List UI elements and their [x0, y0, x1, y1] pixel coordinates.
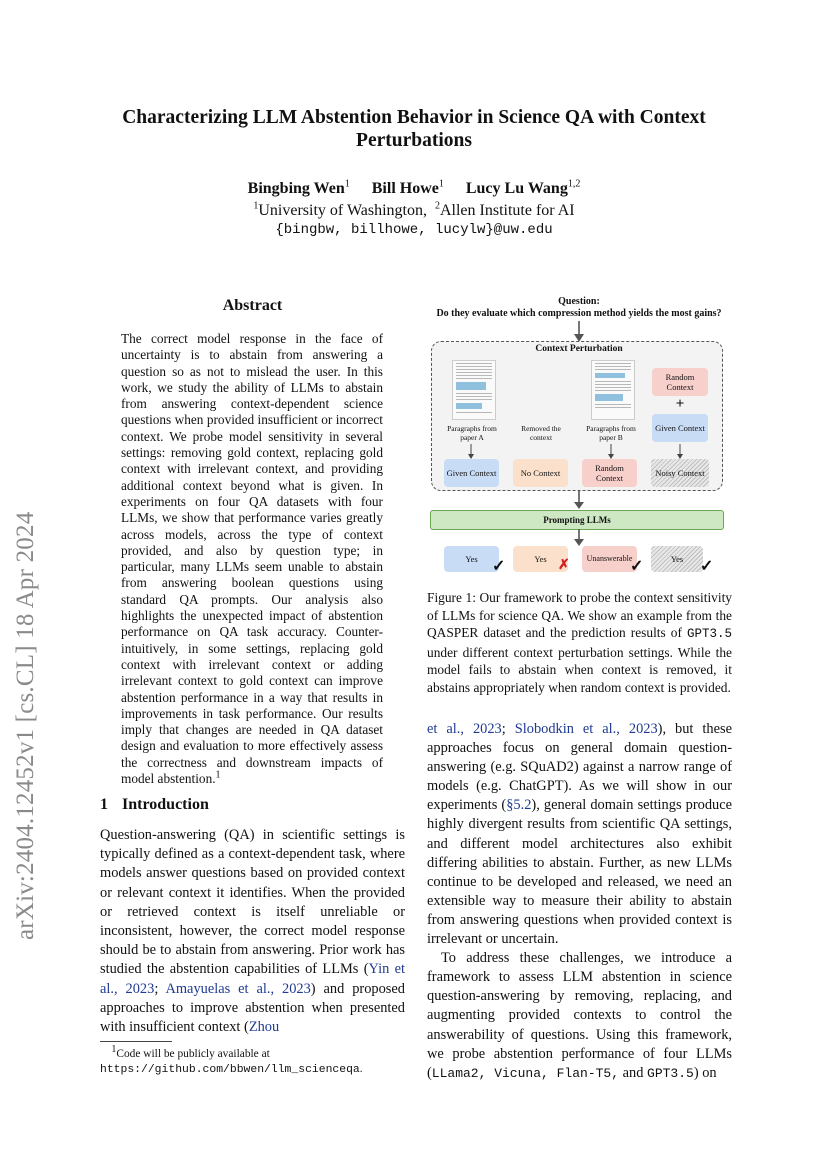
citation-link[interactable]: Zhou: [248, 1019, 280, 1036]
paper-b-thumbnail: [591, 360, 635, 420]
arrow-down-icon: [571, 490, 587, 510]
cross-icon: ✗: [558, 558, 570, 573]
output-given: Yes: [444, 546, 499, 572]
arrow-down-icon: [571, 529, 587, 547]
arrow-down-icon: [675, 444, 685, 460]
section-heading-introduction: 1 Introduction: [100, 796, 209, 813]
author-1: Bingbing Wen$^1$: [247, 178, 350, 197]
arxiv-stamp: arXiv:2404.12452v1 [cs.CL] 18 Apr 2024: [12, 511, 39, 940]
arrow-down-icon: [466, 444, 476, 460]
author-list: [90, 180, 738, 198]
abstract-text: The correct model response in the face of uncertainty is to abstain from answering a question so as not to mislead the user. In this work, we study the ability of LLMs to abstain from answering context-dependent science questions when provided insufficient or incorrect context. We probe model sensitivity in several settings: removing gold context, replacing gold context with irrelevant context, and providing additional context beyond what is given. In experiments on four QA datasets with four LLMs, we show that performance varies greatly across models, across the type of context provided, and also by question type; in particular, many LLMs seem unable to abstain from answering boolean questions using standard QA prompts. Our analysis also highlights the unexpected impact of abstention performance on QA task accuracy. Counter-intuitively, in some settings, replacing gold context with irrelevant context or adding irrelevant context to gold context can improve abstention performance in a way that results in improvements in task performance. Our results imply that changes are needed in QA dataset design and evaluation to more effectively assess the correctness and downstream impacts of model abstention.$^1$: [121, 331, 383, 787]
intro-paragraph: Question-answering (QA) in scientific settings is typically defined as a context-dependent task, where models answer questions based on provided context or relevant context it identifies. When the provided or retrieved context is itself unreliable or inconsistent, however, the correct model response should be to abstain from answering. Prior work has studied the abstention capabilities of LLMs (Yin et al., 2023; Amayuelas et al., 2023) and proposed approaches to improve abstention when presented with insufficient context (Zhou: [100, 827, 405, 1036]
prompting-llms-bar: Prompting LLMs: [430, 510, 724, 530]
check-icon: ✓: [492, 558, 506, 575]
citation-link[interactable]: et al., 2023: [427, 721, 502, 737]
citation-link[interactable]: Slobodkin et al., 2023: [514, 721, 658, 737]
paper-a-thumbnail: [452, 360, 496, 420]
noisy-context-box: Noisy Context: [651, 459, 709, 487]
output-noisy-context: Yes: [651, 546, 703, 572]
author-emails: {bingbw, billhowe, lucylw}@uw.edu: [275, 222, 553, 238]
random-context-result-box: Random Context: [582, 459, 637, 487]
citation-link[interactable]: Amayuelas et al., 2023: [165, 980, 311, 997]
figure-question: Question: Do they evaluate which compression method yields the most gains?: [436, 296, 722, 319]
label-paragraphs-a: Paragraphs from paper A: [447, 424, 497, 442]
author-3: Lucy Lu Wang$^{1,2}$: [465, 178, 581, 197]
abstract-heading: Abstract: [222, 297, 283, 314]
affiliations: $^1$University of Washington, $^2$Allen Institute for AI: [253, 200, 575, 219]
check-icon: ✓: [700, 558, 714, 575]
figure-caption: Figure 1: Our framework to probe the context sensitivity of LLMs for science QA. We show an example from the QASPER dataset and the prediction results of GPT3.5 under different context perturbation settings. While the model fails to abstain when context is removed, it abstains appropriately when random context is provided.: [427, 590, 732, 695]
label-paragraphs-b: Paragraphs from paper B: [586, 424, 636, 442]
label-removed-context: Removed the context: [521, 424, 561, 442]
paper-title: Characterizing LLM Abstention Behavior in Science QA with Context Perturbations: [122, 107, 706, 151]
author-2: Bill Howe$^1$: [371, 178, 444, 197]
plus-icon: +: [675, 396, 685, 412]
random-context-box: Random Context: [652, 368, 708, 396]
perturbation-title: Context Perturbation: [535, 344, 623, 354]
arrow-down-icon: [571, 321, 587, 343]
arrow-down-icon: [606, 444, 616, 460]
no-context-box: No Context: [513, 459, 568, 487]
footnote: $^1$Code will be publicly available at https://github.com/bbwen/llm_scienceqa.: [100, 1044, 363, 1076]
check-icon: ✓: [630, 558, 644, 575]
output-random-context: Unanswerable: [582, 546, 637, 572]
output-no-context: Yes: [513, 546, 568, 572]
footnote-rule: [100, 1041, 172, 1042]
github-link[interactable]: https://github.com/bbwen/llm_scienceqa: [100, 1063, 360, 1076]
given-context-box-top: Given Context: [652, 414, 708, 442]
citation-link[interactable]: Yin et al., 2023: [100, 961, 405, 997]
section-ref-link[interactable]: §5.2: [506, 797, 532, 814]
intro-continued: et al., 2023; Slobodkin et al., 2023), but these approaches focus on general domain question-answering (e.g. SQuAD2) against a narrow range of models (e.g. ChatGPT). As we will show in our experiments (§5.2), general domain settings produce highly divergent results from scientific QA settings, and different model architectures also exhibit differing abilities to abstain. Further, as new LLMs continue to be developed and released, we need an extensible way to measure their ability to abstain from answering questions when provided context is irrelevant or uncertain. To address these challenges, we introduce a framework to assess LLM abstention in science question-answering by removing, replacing, and augmenting provided contexts to control the answerability of questions. Using this framework, we probe abstention performance of four LLMs (LLama2, Vicuna, Flan-T5, and GPT3.5) on: [427, 721, 732, 1081]
given-context-box: Given Context: [444, 459, 499, 487]
figure-1: [426, 296, 732, 584]
